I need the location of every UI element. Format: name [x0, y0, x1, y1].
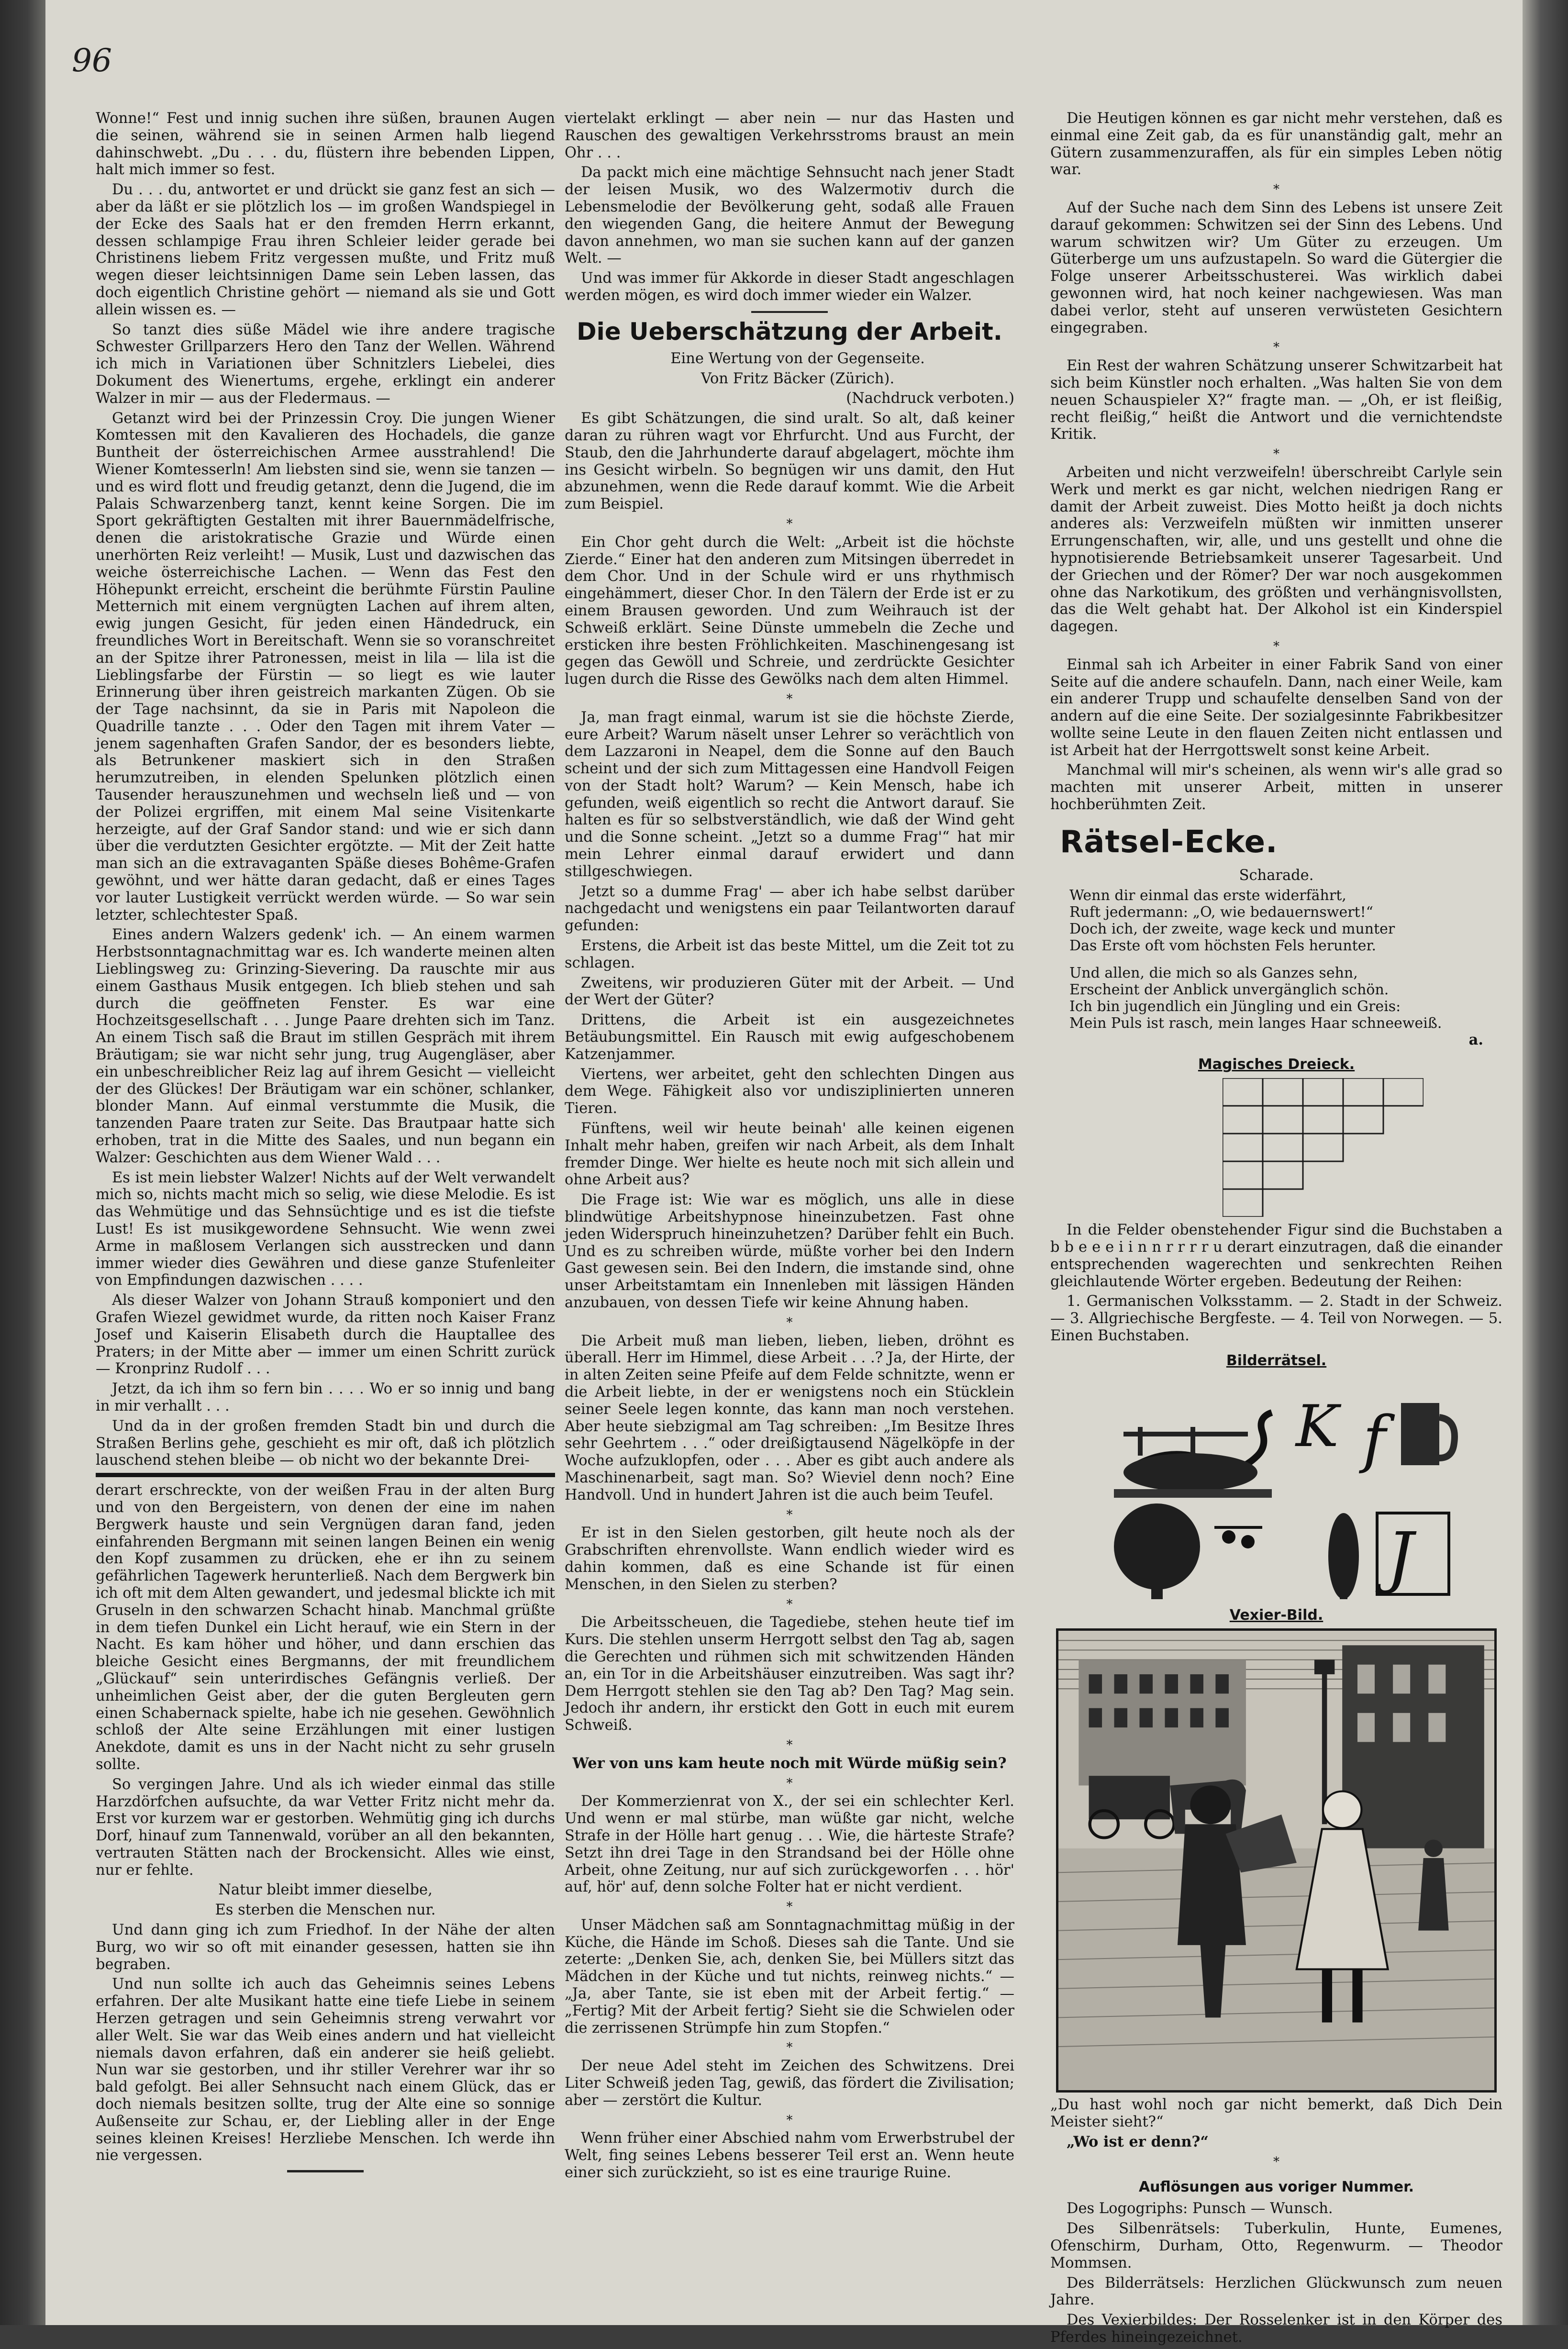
- column-1: [96, 110, 555, 2178]
- section-star: *: [1273, 182, 1279, 197]
- paragraph: Manchmal will mir's scheinen, als wenn wir's alle grad so machten mit unserer Arbeit, mitten in unserer hochberühmten Zeit.: [1050, 762, 1502, 813]
- paragraph: Er ist in den Sielen gestorben, gilt heute noch als der Grabschriften ehrenvollste. Wann endlich wieder wird es dahin kommen, daß es eine Schande ist für einen Menschen, in den Sielen zu sterben?: [565, 1525, 1014, 1593]
- paragraph: Ja, man fragt einmal, warum ist sie die höchste Zierde, eure Arbeit? Warum näselt unser Lehrer so verächtlich von dem Lazzaroni in Neapel, dem die Sonne auf den Bauch scheint und der sich zum Mittagessen eine Handvoll Feigen von der Stadt holt? Warum? — Kein Mensch, habe ich gefunden, weiß eigentlich so recht die Antwort darauf. Sie halten es für so selbstverständlich, wie daß der Wind geht und die Sonne scheint. „Jetzt so a dumme Frag'“ hat mir mein Lehrer einmal darauf erwidert und dann stillgeschwiegen.: [565, 709, 1014, 880]
- paragraph: Der Kommerzienrat von X., der sei ein schlechter Kerl. Und wenn er mal stürbe, man wüßte gar nicht, welche Strafe in der Hölle hart genug . . . Wie, die härteste Strafe? Setzt ihn drei Tage in den Strandsand bei der Hölle ohne Arbeit, ohne Zeitung, nur auf sich zurückgeworfen . . . hör' auf, hör' auf, denn solche Folter hat er nicht verdient.: [565, 1793, 1014, 1896]
- hidden-picture-caption: „Du hast wohl noch gar nicht bemerkt, daß Dich Dein Meister sieht?“: [1050, 2096, 1502, 2131]
- paragraph: Ein Rest der wahren Schätzung unserer Schwitzarbeit hat sich beim Künstler noch erhalten. „Was halten Sie von dem neuen Schauspieler X?“ fragte man. — „Oh, er ist fleißig, recht fleißig,“ heißt die Antwort und die vernichtendste Kritik.: [1050, 357, 1502, 443]
- scan-right-edge: [1523, 0, 1568, 2325]
- paragraph: In die Felder obenstehender Figur sind die Buchstaben a b b e e e i i n n r r r r u derart einzutragen, daß die einander entsprechenden wagerechten und senkrechten Reihen gleichlautende Wörter ergeben. Bedeutung der Reihen:: [1050, 1222, 1502, 1290]
- solution-line: Des Bilderrätsels: Herzlichen Glückwunsch zum neuen Jahre.: [1050, 2274, 1502, 2309]
- paragraph: Arbeiten und nicht verzweifeln! überschreibt Carlyle sein Werk und merkt es gar nicht, welchen niedrigen Rang er damit der Arbeit zuweist. Dies Motto heißt ja doch nichts anderes als: Verzweifeln müßten wir inmitten unserer Errungenschaften, wir, alle, und uns gestellt und ohne die hypnotisierende Betriebsamkeit unserer Tagesarbeit. Und der Griechen und der Römer? Der war noch ausgekommen ohne das Narkotikum, des größten und verhängnisvollsten, das die Welt gehabt hat. Der Alkohol ist ein Kinderspiel dagegen.: [1050, 464, 1502, 635]
- section-star: *: [786, 1315, 793, 1330]
- paragraph: Es gibt Schätzungen, die sind uralt. So alt, daß keiner daran zu rühren wagt vor Ehrfurcht. Und aus Furcht, der Staub, den die Jahrhunderte darauf abgelagert, möchte ihm ins Gesicht wirbeln. So begnügen wir uns damit, den Hut abzunehmen, wenn die Rede darauf kommt. Wie die Arbeit zum Beispiel.: [565, 410, 1014, 513]
- paragraph: Fünftens, weil wir heute beinah' alle keinen eigenen Inhalt mehr haben, greifen wir nach Arbeit, als dem Inhalt fremder Dinge. Wer hielte es heute noch mit sich allein und ohne Arbeit aus?: [565, 1120, 1014, 1189]
- section-star: *: [786, 1597, 793, 1612]
- hidden-picture-label: Vexier-Bild.: [1229, 1606, 1323, 1624]
- poem-line: Ich bin jugendlich ein Jüngling und ein Greis:: [1069, 998, 1401, 1015]
- section-star: *: [786, 1776, 793, 1791]
- section-rule: [96, 1473, 555, 1477]
- paragraph: Wonne!“ Fest und innig suchen ihre süßen, braunen Augen die seinen, während sie in seinen Armen halb liegend dahinschwebt. „Du . . . du, flüstern ihre bebenden Lippen, halt mich immer so fest.: [96, 110, 555, 178]
- section-star: *: [1273, 2154, 1279, 2169]
- paragraph: Und dann ging ich zum Friedhof. In der Nähe der alten Burg, wo wir so oft mit einander gesessen, hatten sie ihn begraben.: [96, 1922, 555, 1973]
- section-star: *: [786, 1900, 793, 1915]
- poem-line: Erscheint der Anblick unvergänglich schön.: [1069, 981, 1389, 998]
- poem-stanza-gap: [1069, 954, 1502, 965]
- hidden-picture-illustration: [1058, 1631, 1494, 2090]
- svg-text:K: K: [1295, 1393, 1339, 1460]
- svg-text:J: J: [1386, 1518, 1413, 1596]
- section-star: *: [1273, 447, 1279, 462]
- paragraph: Viertens, wer arbeitet, geht den schlechten Dingen aus dem Wege. Fähigkeit also vor undisziplinierten unneren Tieren.: [565, 1066, 1014, 1117]
- paragraph: Es ist mein liebster Walzer! Nichts auf der Welt verwandelt mich so, nichts macht mich so selig, wie diese Melodie. Es ist das Wehmütige und das Sehnsüchtige und es ist die tiefste Lust! Es ist musikgewordene Sehnsucht. Wie wenn zwei Arme in maßlosem Verlangen sich ausstrecken und dann immer wieder dies Gewähren und diese ganze Stufenleiter von Empfindungen dazwischen . . . .: [96, 1169, 555, 1289]
- article-byline: Von Fritz Bäcker (Zürich).: [701, 370, 895, 387]
- section-star: *: [1273, 639, 1279, 654]
- paragraph: Der neue Adel steht im Zeichen des Schwitzens. Drei Liter Schweiß jeden Tag, gewiß, das fördert die Zivilisation; aber — zerstört die Kultur.: [565, 2058, 1014, 2109]
- page-number: 96: [72, 42, 112, 79]
- column-3: [1050, 110, 1502, 2349]
- rebus-illustration: [1095, 1374, 1458, 1599]
- paragraph: derart erschreckte, von der weißen Frau in der alten Burg und von den Bergeistern, von denen der eine im nahen Bergwerk hauste und sein Vergnügen daran fand, jeden einfahrenden Bergmann mit seinen langen Beinen ein wenig den Kopf zusammen zu drücken, ehe er ihn zu seinem gefährlichen Tagewerk herunterließ. Nach dem Bergwerk bin ich oft mit dem Alten gewandert, und jedesmal blickte ich mit Gruseln in den schwarzen Schacht hinab. Manchmal grüßte in dem tiefen Dunkel ein Licht herauf, wie ein Stern in der Nacht. Es kam höher und höher, und dann erschien das bleiche Gesicht eines Bergmanns, der mit freundlichem „Glückauf“ sein unterirdisches Gefängnis verließ. Der unheimlichen Geist aber, der die guten Bergleuten gern einen Schabernack spielte, habe ich nie gesehen. Gewöhnlich schloß der Alte seine Erzählungen mit einer lustigen Anekdote, damit es uns in der Nacht nicht zu sehr gruseln sollte.: [96, 1482, 555, 1773]
- paragraph: 1. Germanischen Volksstamm. — 2. Stadt in der Schweiz. — 3. Allgriechische Bergfeste. — 4. Teil von Norwegen. — 5. Einen Buchstaben.: [1050, 1293, 1502, 1345]
- solution-line: Des Logogriphs: Punsch — Wunsch.: [1067, 2200, 1333, 2217]
- paragraph: Erstens, die Arbeit ist das beste Mittel, um die Zeit tot zu schlagen.: [565, 937, 1014, 971]
- paragraph: Als dieser Walzer von Johann Strauß komponiert und den Grafen Wiezel gewidmet wurde, da ritten noch Kaiser Franz Josef und Kaiserin Elisabeth durch die Hauptallee des Praters; in der Mitte aber — immer um einen Schritt zurück — Kronprinz Rudolf . . .: [96, 1292, 555, 1378]
- paragraph: Zweitens, wir produzieren Güter mit der Arbeit. — Und der Wert der Güter?: [565, 974, 1014, 1009]
- picture-puzzle-label: Bilderrätsel.: [1226, 1352, 1327, 1369]
- solution-line: Des Vexierbildes: Der Rosselenker ist in den Körper des Pferdes hineingezeichnet.: [1050, 2312, 1502, 2346]
- paragraph: Unser Mädchen saß am Sonntagnachmittag müßig in der Küche, die Hände im Schoß. Dieses sah die Tante. Und sie zeterte: „Denken Sie, ach, denken Sie, bei Müllers sitzt das Mädchen in der Küche und tut nichts, reinweg nichts.“ — „Ja, aber Tante, sie ist eben mit der Arbeit fertig.“ — „Fertig? Mit der Arbeit fertig? Sieht sie die Schwielen oder die zerrissenen Strümpfe hin zum Stopfen.“: [565, 1916, 1014, 2037]
- paragraph: viertelakt erklingt — aber nein — nur das Hasten und Rauschen des gewaltigen Verkehrsstroms braust an mein Ohr . . .: [565, 110, 1014, 161]
- section-star: *: [1273, 340, 1279, 355]
- copyright-note: (Nachdruck verboten.): [846, 390, 1014, 407]
- paragraph: Wer von uns kam heute noch mit Würde müßig sein?: [572, 1754, 1007, 1772]
- paragraph: Die Arbeit muß man lieben, lieben, lieben, dröhnt es überall. Herr im Himmel, diese Arbeit . . .? Ja, der Hirte, der in alten Zeiten seine Pfeife auf dem Felde schnitzte, wenn er die Arbeit liebte, in der er wenigstens noch ein Stücklein seiner Seele legen konnte, das kann man noch verstehen. Aber heute siebzigmal am Tag schreiben: „Im Besitze Ihres sehr Geehrtem . . .“ oder dreißigtausend Nägelköpfe in der Woche aufzuklopfen, oder . . . Aber es gibt auch andere als Maschinenarbeit, sagt man. So? Wieviel denn noch? Eine Handvoll. Und in hundert Jahren ist die auch beim Teufel.: [565, 1332, 1014, 1503]
- poem-line: Doch ich, der zweite, wage keck und munter: [1069, 920, 1395, 937]
- paragraph: Auf der Suche nach dem Sinn des Lebens ist unsere Zeit darauf gekommen: Schwitzen sei der Sinn des Lebens. Und warum schwitzen wir? Um Güter zu erzeugen. Um Güterberge um uns aufzustapeln. So ward die Gütergier die Folge unserer Arbeitsschusterei. Was wirklich dabei gewonnen wird, hat noch keiner nachgewiesen. Was man dabei verlor, steht auf unseren verwüsteten Gesichtern eingegraben.: [1050, 199, 1502, 336]
- magic-triangle-grid: [1223, 1078, 1423, 1217]
- poem-line: Wenn dir einmal das erste widerfährt,: [1069, 887, 1346, 904]
- column-2: [565, 110, 1014, 2184]
- paragraph: Da packt mich eine mächtige Sehnsucht nach jener Stadt der leisen Musik, wo des Walzermotiv durch die Lebensmelodie der Bevölkerung geht, sodaß alle Frauen den wiegenden Gang, die heitere Anmut der Bewegung davon annehmen, wo man sie suchen kann auf der ganzen Welt. —: [565, 164, 1014, 267]
- paragraph: So tanzt dies süße Mädel wie ihre andere tragische Schwester Grillparzers Hero den Tanz der Wellen. Während ich mich in Variationen über Schnitzlers Liebelei, dies Dokument des Wienertums, ergehe, erklingt ein anderer Walzer in mir — aus der Fledermaus. —: [96, 321, 555, 407]
- section-star: *: [786, 2040, 793, 2055]
- article-headline: Die Ueberschätzung der Arbeit.: [577, 317, 1002, 345]
- section-star: *: [786, 1507, 793, 1522]
- paragraph: Drittens, die Arbeit ist ein ausgezeichnetes Betäubungsmittel. Ein Rausch mit ewig aufgeschobenem Katzenjammer.: [565, 1012, 1014, 1063]
- svg-text:f: f: [1362, 1402, 1386, 1475]
- verse-line: Es sterben die Menschen nur.: [215, 1902, 436, 1919]
- paragraph: Getanzt wird bei der Prinzessin Croy. Die jungen Wiener Komtessen mit den Kavalieren des Hochadels, die ganze Buntheit der österreichischen Armee ausstrahlend! Die Wiener Komtesserln! Am liebsten sind sie, wenn sie tanzen — und es wird flott und freudig getanzt, denn die Jugend, die im Palais Schwarzenberg tanzt, kennt keine Sorgen. Die im Sport gekräftigten Gestalten mit ihrer Bauernmädelfrische, denen die aristokratische Grazie und Würde einen unerhörten Reiz verleiht! — Musik, Lust und dazwischen das weiche österreichische Lachen. — Wenn das Fest den Höhepunkt erreicht, erscheint die berühmte Fürstin Pauline Metternich mit einem vergnügten Lachen auf ihrem alten, ewig jungen Gesicht, für jeden einen Händedruck, ein freundliches Wort in Bereitschaft. Wenn sie so voranschreitet an der Spitze ihrer Patronessen, meist in lila — lila ist die Lieblingsfarbe der Fürstin — so liegt es wie lauter Erinnerung über ihren geistreich markanten Zügen. Ob sie der Tage nachsinnt, da sie in Paris mit Napoleon die Quadrille tanzte . . . Oder den Tagen mit ihrem Vater — jenem sagenhaften Grafen Sandor, der es besonders liebte, als Betrunkener maskiert sich in den Straßen herumzutreiben, in elenden Spelunken plötzlich einen Tausender herauszunehmen und wechseln ließ und — von der Polizei ergriffen, mit einem Mal seine Visitenkarte herzeigte, auf der Graf Sandor stand: und wie er sich dann über die verdutzten Gesichter ergötzte. — Mit der Zeit hatte man sich an die extravaganten Späße dieses Bohême-Grafen gewöhnt, und wer hätte daran gedacht, daß er eines Tages vor lauter Lustigkeit verrückt werden würde. — So war sein letzter, schlechtester Spaß.: [96, 410, 555, 924]
- poem-line: Mein Puls ist rasch, mein langes Haar schneeweiß.: [1069, 1014, 1442, 1032]
- paragraph: Und was immer für Akkorde in dieser Stadt angeschlagen werden mögen, es wird doch immer wieder ein Walzer.: [565, 270, 1014, 304]
- paragraph: Eines andern Walzers gedenk' ich. — An einem warmen Herbstsonntagnachmittag war es. Ich wanderte meinen alten Lieblingsweg zu: Grinzing-Sievering. Da rauschte mir aus einem Gasthaus Musik entgegen. Ich blieb stehen und sah durch die geöffneten Fenster. Es war eine Hochzeitsgesellschaft . . . Junge Paare drehten sich im Tanz. An einem Tisch saß die Braut im stillen Gespräch mit ihrem Bräutigam; sie war nicht sehr jung, trug Augengläser, aber ein unbeschreiblicher Reiz lag auf ihrem Gesicht — vielleicht der des Glückes! Der Bräutigam war ein schöner, schlanker, blonder Mann. Auf einmal verstummte die Musik, die tanzenden Paare traten zur Seite. Das Brautpaar hatte sich erhoben, trat in die Mitte des Saales, und nun begann ein Walzer: Geschichten aus dem Wiener Wald . . .: [96, 926, 555, 1166]
- paragraph: Einmal sah ich Arbeiter in einer Fabrik Sand von einer Seite auf die andere schaufeln. Dann, nach einer Weile, kam ein anderer Trupp und schaufelte denselben Sand von der andern auf die eine Seite. Der sozialgesinnte Fabrikbesitzer wollte seine Leute in den flauen Zeiten nicht entlassen und ist Arbeit hat der Herrgottswelt sonst keine Arbeit.: [1050, 656, 1502, 759]
- poem-line: Und allen, die mich so als Ganzes sehn,: [1069, 964, 1358, 981]
- poem-line: Das Erste oft vom höchsten Fels herunter.: [1069, 937, 1377, 954]
- section-star: *: [786, 2113, 793, 2127]
- paragraph: Ein Chor geht durch die Welt: „Arbeit ist die höchste Zierde.“ Einer hat den anderen zum Mitsingen überredet in dem Chor. Und in der Schule wird er uns rhythmisch eingehämmert, dieser Chor. In den Tälern der Erde ist er zu einem Brausen geworden. Und zum Weihrauch ist der Schweiß erklärt. Seine Dünste ummebeln die Zeche und ersticken ihre besten Fröhlichkeiten. Maschinengesang ist gegen das Gewöll und Schreie, und zerdrückte Gesichter lugen durch die Risse des Gewölks nach dem alten Himmel.: [565, 534, 1014, 688]
- puzzle-corner-title: Rätsel-Ecke.: [1060, 824, 1278, 860]
- solutions-label: Auflösungen aus voriger Nummer.: [1138, 2178, 1414, 2195]
- poem-signature: a.: [1468, 1031, 1483, 1048]
- article-divider: [751, 311, 828, 313]
- paragraph: Und nun sollte ich auch das Geheimnis seines Lebens erfahren. Der alte Musikant hatte eine tiefe Liebe in seinem Herzen getragen und sein Geheimnis streng verwahrt vor aller Welt. Sie war das Weib eines andern und hat vielleicht niemals davon erfahren, daß ein anderer sie heiß geliebt. Nun war sie gestorben, und ihr stiller Verehrer war ihr so bald gefolgt. Bei aller Sehnsucht nach einem Glück, das er doch niemals besitzen sollte, trug der Alte eine so sonnige Außenseite zur Schau, er, der Liebling aller in der Enge seines kleinen Kreises! Herzliebe Menschen. Ich werde ihn nie vergessen.: [96, 1976, 555, 2164]
- poem-line: Ruft jedermann: „O, wie bedauernswert!“: [1069, 903, 1373, 921]
- charade-label: Scharade.: [1239, 867, 1314, 884]
- paragraph: So vergingen Jahre. Und als ich wieder einmal das stille Harzdörfchen aufsuchte, da war Vetter Fritz nicht mehr da. Erst vor kurzem war er gestorben. Wehmütig ging ich durchs Dorf, hinauf zum Tannenwald, vorüber an all den bekannten, vertrauten Stätten nach der Brockensicht. Alles wie einst, nur er fehlte.: [96, 1776, 555, 1879]
- section-star: *: [786, 516, 793, 531]
- verse-line: Natur bleibt immer dieselbe,: [218, 1881, 433, 1899]
- paragraph: Die Heutigen können es gar nicht mehr verstehen, daß es einmal eine Zeit gab, da es für unanständig galt, mehr an Gütern zusammenzuraffen, als für ein simples Leben nötig war.: [1050, 110, 1502, 178]
- solution-line: Des Silbenrätsels: Tuberkulin, Hunte, Eumenes, Ofenschirm, Durham, Otto, Regenwurm. — Theodor Mommsen.: [1050, 2220, 1502, 2271]
- paragraph: Die Arbeitsscheuen, die Tagediebe, stehen heute tief im Kurs. Die stehlen unserm Herrgott selbst den Tag ab, sagen die Gerechten und rühmen sich mit schwitzenden Händen an, ein Tor in die Arbeitshäuser einzutreiben. Was sagt ihr? Dem Herrgott stehlen sie den Tag ab? Den Tag? Mag sein. Jedoch ihr andern, ihr erstickt den Gott in euch mit eurem Schweiß.: [565, 1614, 1014, 1734]
- hidden-picture-caption-2: „Wo ist er denn?“: [1067, 2133, 1209, 2151]
- scan-left-edge: [0, 0, 45, 2325]
- paragraph: Jetzt, da ich ihm so fern bin . . . . Wo er so innig und bang in mir verhallt . . .: [96, 1380, 555, 1414]
- hidden-picture: [1056, 1628, 1497, 2093]
- paragraph: Die Frage ist: Wie war es möglich, uns alle in diese blindwütige Arbeitshypnose hineinzubetzen. Fast ohne jeden Widerspruch hineinzuhetzen? Darüber fehlt ein Buch. Und es zu schreiben würde, müßte vorher bei den Indern Gast gewesen sein. Bei den Indern, die imstande sind, ohne unser Arbeitstamtam ein Innenleben mit lässigen Händen anzubauen, von dessen Tiefe wir keine Ahnung haben.: [565, 1191, 1014, 1311]
- article-subtitle: Eine Wertung von der Gegenseite.: [670, 350, 925, 367]
- paragraph: Und da in der großen fremden Stadt bin und durch die Straßen Berlins gehe, geschieht es mir oft, daß ich plötzlich lauschend stehen bleibe — ob nicht wo der bekannte Drei-: [96, 1417, 555, 1469]
- paragraph: Jetzt so a dumme Frag' — aber ich habe selbst darüber nachgedacht und wenigstens ein paar Teilantworten darauf gefunden:: [565, 883, 1014, 935]
- section-star: *: [786, 691, 793, 706]
- magic-triangle-label: Magisches Dreieck.: [1198, 1056, 1355, 1073]
- charade-poem: [1069, 887, 1502, 1032]
- paragraph: Wenn früher einer Abschied nahm vom Erwerbstrubel der Welt, fing seines Lebens besserer Teil erst an. Wenn heute einer sich zurückzieht, so ist es eine traurige Ruine.: [565, 2130, 1014, 2182]
- picture-puzzle: [1050, 1374, 1502, 1599]
- section-star: *: [786, 1737, 793, 1752]
- paragraph: Du . . . du, antwortet er und drückt sie ganz fest an sich — aber da läßt er sie plötzlich los — im großen Wandspiegel in der Ecke des Saals hat er den fremden Herrn erkannt, dessen schlampige Frau ihren Schleier leider gerade bei Christinens liebem Fritz vergessen mußte, und Fritz muß wegen dieser leichtsinnigen Dame sein Leben lassen, das doch eigentlich Christine gehört — niemand als sie und Gott allein wissen es. —: [96, 181, 555, 318]
- end-rule: [287, 2170, 364, 2172]
